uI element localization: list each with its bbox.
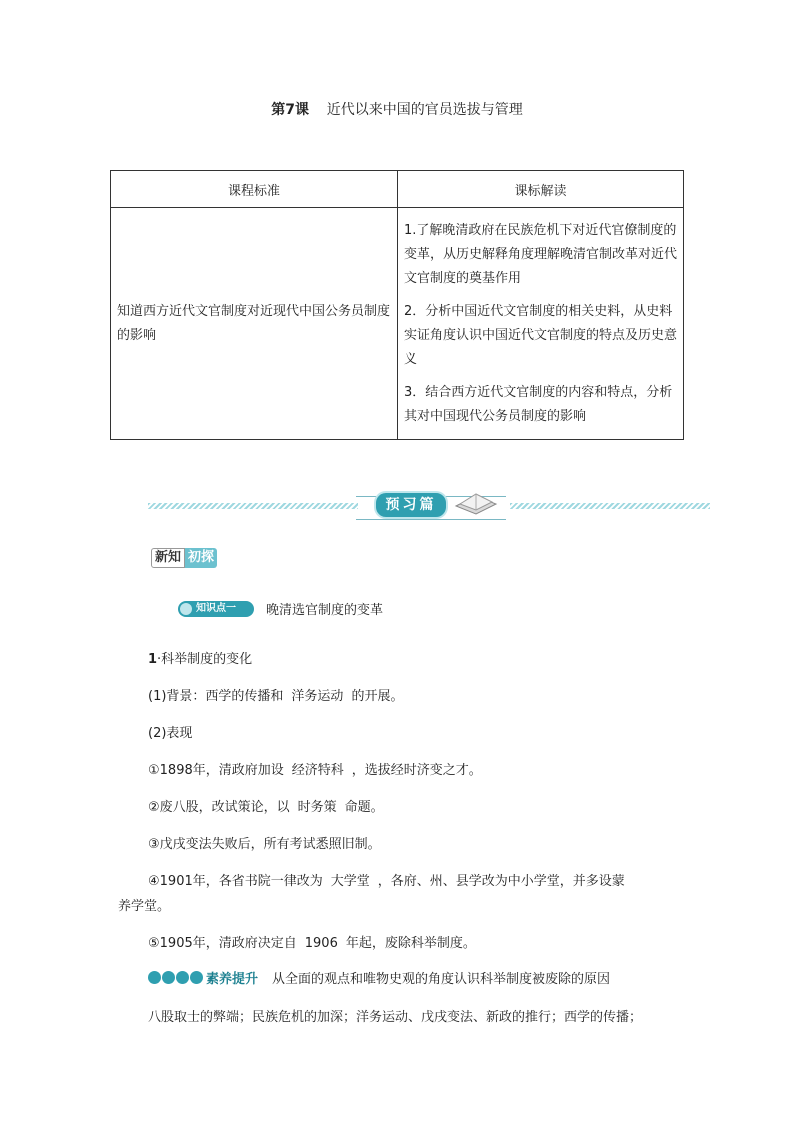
heading-keju — [148, 648, 252, 667]
knowledge-point-title: 晚清选官制度的变革 — [266, 603, 384, 618]
item-suffix: ，各府、州、县学改为中小学堂，并多设蒙 — [377, 874, 625, 889]
fill-blank: 时务策 — [297, 800, 337, 815]
preview-banner — [148, 490, 710, 520]
item-prefix: ④1901年，各省书院一律改为 — [148, 874, 323, 889]
banner-label: 预习篇 — [374, 491, 448, 519]
banner-stripe-left — [148, 503, 358, 509]
item-4-continued: 养学堂。 — [118, 899, 171, 914]
banner-stripe-right — [510, 503, 710, 509]
item-suffix: 命题。 — [344, 800, 384, 815]
manifest-label: (2)表现 — [148, 726, 193, 741]
section-tag-explore: 初探 — [185, 548, 217, 568]
lesson-number: 第7课 — [271, 102, 309, 118]
fill-blank: 经济特科 — [291, 763, 344, 778]
standard-cell: 知道西方近代文官制度对近现代中国公务员制度的影响 — [111, 208, 398, 440]
interpretation-item: 3．结合西方近代文官制度的内容和特点，分析其对中国现代公务员制度的影响 — [404, 384, 673, 424]
knowledge-point — [178, 599, 383, 618]
item-suffix: ，选拔经时济变之才。 — [351, 763, 482, 778]
header-standard: 课程标准 — [111, 171, 398, 208]
book-icon — [454, 492, 498, 520]
page-title — [0, 99, 794, 119]
item-5 — [148, 932, 476, 951]
heading-text: ·科举制度的变化 — [157, 652, 253, 667]
literacy-improvement — [148, 968, 610, 987]
item-suffix: 年起，废除科举制度。 — [345, 936, 476, 951]
section-tag-new: 新知 — [151, 548, 185, 568]
lesson-name: 近代以来中国的官员选拔与管理 — [326, 102, 523, 118]
item-prefix: ⑤1905年，清政府决定自 — [148, 936, 297, 951]
knowledge-point-tag: 知识点一 — [178, 601, 254, 617]
fill-blank: 大学堂 — [330, 874, 370, 889]
fill-blank: 洋务运动 — [291, 689, 344, 704]
item-prefix: ①1898年，清政府加设 — [148, 763, 284, 778]
literacy-label: 素养提升 — [206, 972, 259, 987]
item-1 — [148, 759, 482, 778]
fill-blank: 1906 — [304, 936, 338, 951]
interpretation-item: 2．分析中国近代文官制度的相关史料，从史料实证角度认识中国近代文官制度的特点及历史意义 — [404, 303, 678, 367]
dots-icon — [148, 971, 204, 984]
section-tag — [151, 548, 217, 568]
background-line — [148, 685, 403, 704]
header-interpretation: 课标解读 — [398, 171, 684, 208]
interpretation-cell — [398, 208, 684, 440]
item-2 — [148, 796, 384, 815]
curriculum-table — [110, 170, 684, 440]
item-3: ③戊戌变法失败后，所有考试悉照旧制。 — [148, 837, 381, 852]
heading-number: 1 — [148, 652, 158, 667]
interpretation-item: 1.了解晚清政府在民族危机下对近代官僚制度的变革，从历史解释角度理解晚清官制改革对近代文官制度的奠基作用 — [404, 222, 678, 286]
literacy-text: 从全面的观点和唯物史观的角度认识科举制度被废除的原因 — [272, 972, 611, 987]
last-line: 八股取士的弊端；民族危机的加深；洋务运动、戊戌变法、新政的推行；西学的传播； — [148, 1010, 643, 1025]
background-suffix: 的开展。 — [351, 689, 404, 704]
background-prefix: (1)背景：西学的传播和 — [148, 689, 284, 704]
table-header-row — [111, 171, 684, 208]
table-row — [111, 208, 684, 440]
item-4 — [148, 870, 625, 889]
item-prefix: ②废八股，改试策论，以 — [148, 800, 290, 815]
